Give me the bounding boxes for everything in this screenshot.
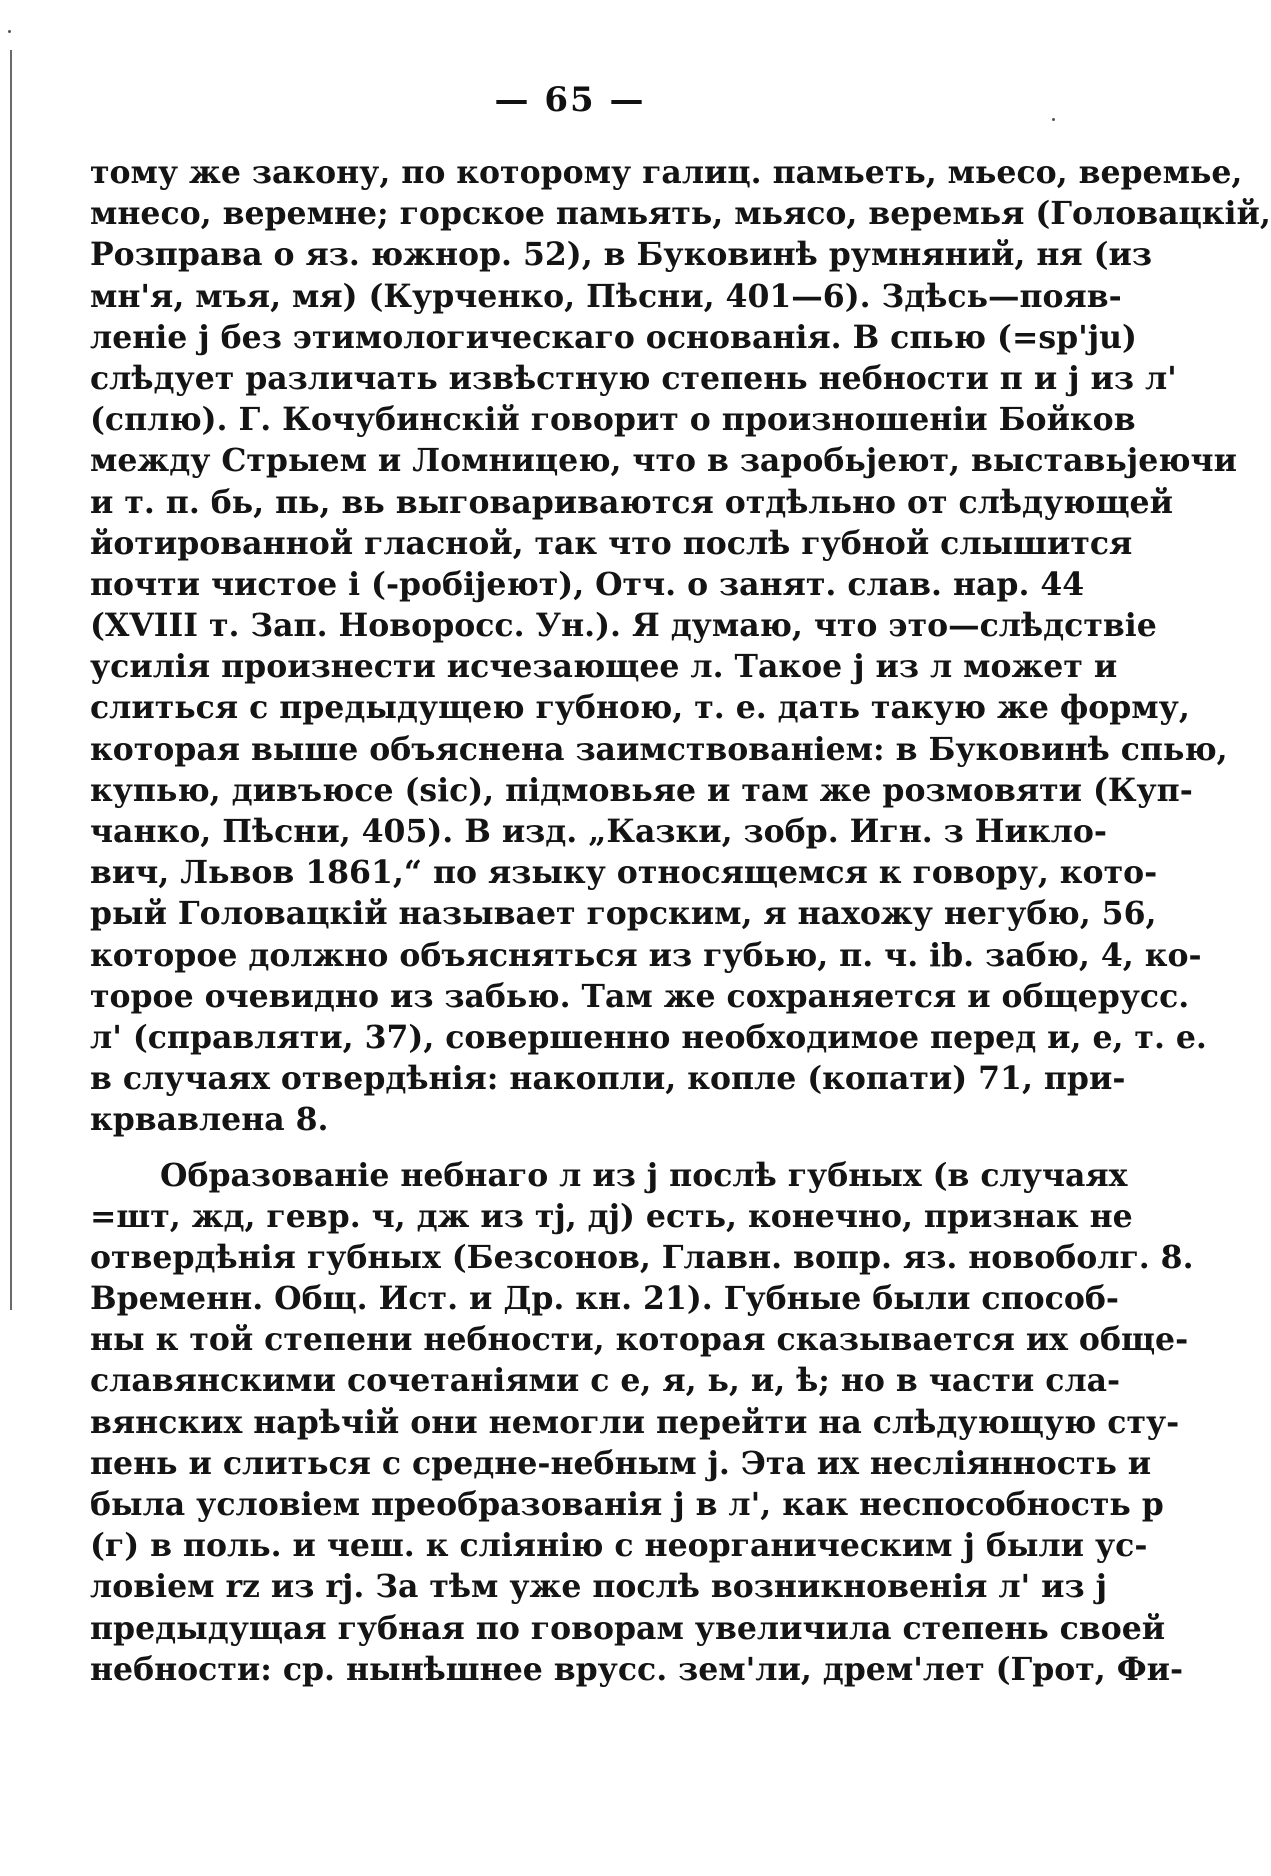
text-line: чанко, Пѣсни, 405). В изд. „Казки, зобр. Игн. з Никло- <box>90 813 1107 850</box>
page-number: — 65 — <box>494 80 646 120</box>
text-line: йотированной гласной, так что послѣ губной слышится <box>90 524 1133 562</box>
text-line: тому же закону, по которому галиц. памьеть, мьесо, веремье, <box>90 154 1243 191</box>
text-line: Временн. Общ. Ист. и Др. кн. 21). Губные были способ- <box>90 1280 1119 1318</box>
text-line: почти чистое і (-робіjеют), Отч. о занят. слав. нар. 44 <box>90 565 1085 603</box>
text-line: между Стрыем и Ломницею, что в заробьjеют, выставьjеючи <box>90 442 1237 480</box>
text-line: (сплю). Г. Кочубинскій говорит о произношеніи Бойков <box>90 401 1136 439</box>
text-line: которое должно объясняться из губью, п. ч. ib. забю, 4, ко- <box>90 936 1202 974</box>
text-line: крвавлена 8. <box>90 1101 329 1139</box>
text-line: небности: ср. нынѣшнее врусс. зем'ли, дрем'лет (Грот, Фи- <box>90 1650 1184 1688</box>
text-line: Образованіе небнаго л из j послѣ губных (в случаях <box>160 1156 1128 1194</box>
scan-speck <box>8 30 11 33</box>
text-line: Розправа о яз. южнор. 52), в Буковинѣ румняний, ня (из <box>90 236 1153 274</box>
paragraph-gap <box>90 1141 1060 1155</box>
text-line: =шт, жд, гевр. ч, дж из тj, дj) есть, конечно, признак не <box>90 1197 1133 1235</box>
text-line: (XVIII т. Зап. Новоросс. Ун.). Я думаю, что это—слѣдствіе <box>90 607 1157 645</box>
text-line: пень и слиться с средне-небным j. Эта их несліянность и <box>90 1444 1152 1482</box>
text-line: л' (справляти, 37), совершенно необходимое перед и, е, т. е. <box>90 1018 1207 1056</box>
text-line: ны к той степени небности, которая сказывается их обще- <box>90 1321 1189 1359</box>
text-line: леніе j без этимологическаго основанія. В спью (=sp'ju) <box>90 318 1137 356</box>
text-line: усилія произнести исчезающее л. Такое j из л может и <box>90 648 1118 686</box>
text-line: мн'я, мъя, мя) (Курченко, Пѣсни, 401—6). Здѣсь—появ- <box>90 277 1122 315</box>
text-line: ловіем rz из rj. За тѣм уже послѣ возникновенія л' из j <box>90 1568 1107 1606</box>
text-line: которая выше объяснена заимствованіем: в Буковинѣ спью, <box>90 730 1228 768</box>
text-line: слиться с предыдущею губною, т. е. дать такую же форму, <box>90 689 1190 727</box>
body-text <box>90 152 1271 1690</box>
text-line: вянских нарѣчій они немогли перейти на слѣдующую сту- <box>90 1403 1180 1441</box>
text-line: рый Головацкій называет горским, я нахожу негубю, 56, <box>90 895 1157 933</box>
text-line: мнесо, веремне; горское памьять, мьясо, веремья (Головацкій, <box>90 195 1271 233</box>
text-line: в случаях отвердѣнія: накопли, копле (копати) 71, при- <box>90 1060 1126 1098</box>
text-line: купью, дивъюсе (sic), підмовьяе и там же розмовяти (Куп- <box>90 771 1193 809</box>
text-line: была условіем преобразованія j в л', как неспособность р <box>90 1486 1164 1523</box>
text-line: славянскими сочетаніями с е, я, ь, и, ѣ; но в части сла- <box>90 1362 1121 1400</box>
text-line: (г) в поль. и чеш. к сліянію с неорганическим j были ус- <box>90 1527 1148 1565</box>
text-line: вич, Львов 1861,“ по языку относящемся к говору, кото- <box>90 854 1158 892</box>
text-line: предыдущая губная по говорам увеличила степень своей <box>90 1609 1166 1647</box>
text-line: и т. п. бь, пь, вь выговариваются отдѣльно от слѣдующей <box>90 483 1173 521</box>
text-line: слѣдует различать извѣстную степень небности п и j из л' <box>90 359 1177 397</box>
text-line: отвердѣнія губных (Безсонов, Главн. вопр. яз. новоболг. 8. <box>90 1238 1194 1276</box>
scan-margin-line <box>10 50 12 1310</box>
text-line: торое очевидно из забью. Там же сохраняется и общерусс. <box>90 977 1190 1015</box>
